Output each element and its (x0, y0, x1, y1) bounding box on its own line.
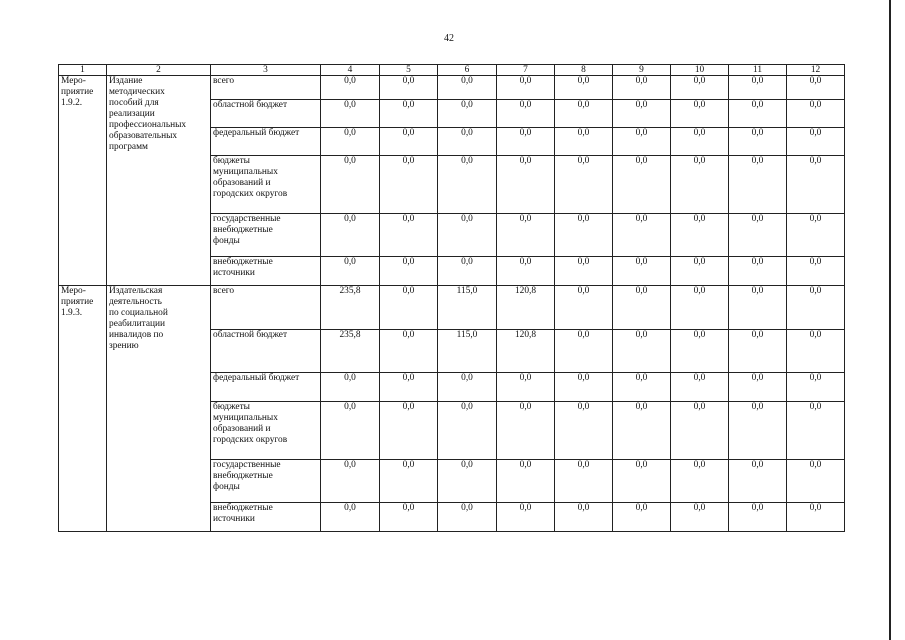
header-cell: 2 (107, 65, 211, 76)
value-cell: 0,0 (380, 286, 438, 330)
value-cell: 0,0 (438, 100, 497, 128)
value-cell: 0,0 (321, 503, 380, 532)
value-cell: 0,0 (613, 373, 671, 402)
value-cell: 0,0 (729, 402, 787, 460)
header-cell: 1 (59, 65, 107, 76)
value-cell: 0,0 (497, 76, 555, 100)
value-cell: 0,0 (671, 100, 729, 128)
funding-source: бюджеты муниципальных образований и городских округов (211, 402, 321, 460)
value-cell: 0,0 (497, 214, 555, 257)
funding-source: государственные внебюджетные фонды (211, 460, 321, 503)
table-row (59, 76, 845, 100)
header-cell: 4 (321, 65, 380, 76)
value-cell: 0,0 (729, 100, 787, 128)
value-cell: 0,0 (787, 214, 845, 257)
value-cell: 0,0 (438, 214, 497, 257)
value-cell: 0,0 (497, 402, 555, 460)
header-cell: 9 (613, 65, 671, 76)
value-cell: 0,0 (497, 257, 555, 286)
value-cell: 0,0 (555, 100, 613, 128)
value-cell: 0,0 (380, 214, 438, 257)
value-cell: 0,0 (321, 373, 380, 402)
value-cell: 0,0 (438, 156, 497, 214)
value-cell: 0,0 (671, 402, 729, 460)
header-cell: 12 (787, 65, 845, 76)
value-cell: 0,0 (787, 257, 845, 286)
table-body (59, 65, 845, 532)
value-cell: 0,0 (555, 128, 613, 156)
value-cell: 0,0 (729, 257, 787, 286)
value-cell: 0,0 (671, 460, 729, 503)
value-cell: 0,0 (321, 402, 380, 460)
page-number: 42 (444, 33, 454, 44)
value-cell: 0,0 (321, 100, 380, 128)
value-cell: 0,0 (438, 373, 497, 402)
value-cell: 0,0 (613, 503, 671, 532)
activity-name: Издательская деятельность по социальной реабилитации инвалидов по зрению (107, 286, 211, 532)
value-cell: 0,0 (729, 330, 787, 373)
activity-name: Издание методических пособий для реализации профессиональных образовательных программ (107, 76, 211, 286)
value-cell: 0,0 (613, 286, 671, 330)
value-cell: 0,0 (613, 76, 671, 100)
value-cell: 0,0 (787, 128, 845, 156)
value-cell: 0,0 (671, 373, 729, 402)
value-cell: 0,0 (321, 257, 380, 286)
activity-code: Меро- приятие 1.9.3. (59, 286, 107, 532)
header-cell: 11 (729, 65, 787, 76)
value-cell: 0,0 (438, 76, 497, 100)
value-cell: 0,0 (613, 128, 671, 156)
value-cell: 0,0 (380, 460, 438, 503)
funding-source: областной бюджет (211, 330, 321, 373)
value-cell: 0,0 (321, 460, 380, 503)
value-cell: 0,0 (613, 330, 671, 373)
value-cell: 0,0 (380, 503, 438, 532)
value-cell: 0,0 (787, 402, 845, 460)
value-cell: 0,0 (671, 214, 729, 257)
funding-source: государственные внебюджетные фонды (211, 214, 321, 257)
header-cell: 10 (671, 65, 729, 76)
value-cell: 0,0 (671, 286, 729, 330)
value-cell: 0,0 (380, 100, 438, 128)
funding-source: федеральный бюджет (211, 128, 321, 156)
value-cell: 0,0 (787, 286, 845, 330)
budget-table (58, 64, 845, 532)
value-cell: 0,0 (497, 128, 555, 156)
value-cell: 0,0 (613, 460, 671, 503)
value-cell: 0,0 (321, 128, 380, 156)
funding-source: внебюджетные источники (211, 257, 321, 286)
value-cell: 0,0 (321, 214, 380, 257)
value-cell: 0,0 (497, 156, 555, 214)
scan-edge-line (889, 0, 891, 640)
value-cell: 0,0 (729, 76, 787, 100)
value-cell: 0,0 (613, 100, 671, 128)
value-cell: 0,0 (729, 286, 787, 330)
header-row (59, 65, 845, 76)
value-cell: 0,0 (729, 128, 787, 156)
funding-source: внебюджетные источники (211, 503, 321, 532)
value-cell: 0,0 (729, 460, 787, 503)
value-cell: 0,0 (787, 460, 845, 503)
value-cell: 0,0 (787, 100, 845, 128)
value-cell: 0,0 (787, 503, 845, 532)
value-cell: 0,0 (380, 373, 438, 402)
value-cell: 0,0 (729, 156, 787, 214)
header-cell: 8 (555, 65, 613, 76)
funding-source: всего (211, 286, 321, 330)
value-cell: 0,0 (497, 460, 555, 503)
value-cell: 0,0 (380, 330, 438, 373)
value-cell: 0,0 (613, 257, 671, 286)
funding-source: федеральный бюджет (211, 373, 321, 402)
value-cell: 0,0 (671, 503, 729, 532)
funding-source: бюджеты муниципальных образований и городских округов (211, 156, 321, 214)
value-cell: 0,0 (555, 214, 613, 257)
value-cell: 0,0 (555, 156, 613, 214)
value-cell: 0,0 (787, 76, 845, 100)
value-cell: 0,0 (613, 156, 671, 214)
value-cell: 0,0 (555, 373, 613, 402)
value-cell: 0,0 (438, 402, 497, 460)
value-cell: 0,0 (555, 286, 613, 330)
table-row (59, 286, 845, 330)
funding-source: областной бюджет (211, 100, 321, 128)
value-cell: 0,0 (671, 156, 729, 214)
value-cell: 115,0 (438, 286, 497, 330)
header-cell: 7 (497, 65, 555, 76)
value-cell: 0,0 (438, 257, 497, 286)
value-cell: 120,8 (497, 330, 555, 373)
value-cell: 0,0 (787, 156, 845, 214)
value-cell: 0,0 (321, 76, 380, 100)
value-cell: 0,0 (787, 330, 845, 373)
value-cell: 0,0 (438, 128, 497, 156)
value-cell: 0,0 (671, 257, 729, 286)
value-cell: 0,0 (555, 402, 613, 460)
value-cell: 0,0 (321, 156, 380, 214)
activity-code: Меро- приятие 1.9.2. (59, 76, 107, 286)
value-cell: 0,0 (671, 76, 729, 100)
header-cell: 6 (438, 65, 497, 76)
value-cell: 0,0 (497, 503, 555, 532)
value-cell: 0,0 (380, 257, 438, 286)
value-cell: 0,0 (729, 373, 787, 402)
value-cell: 0,0 (729, 214, 787, 257)
value-cell: 0,0 (380, 128, 438, 156)
value-cell: 0,0 (380, 156, 438, 214)
funding-source: всего (211, 76, 321, 100)
value-cell: 0,0 (671, 330, 729, 373)
value-cell: 235,8 (321, 330, 380, 373)
header-cell: 3 (211, 65, 321, 76)
value-cell: 0,0 (787, 373, 845, 402)
value-cell: 235,8 (321, 286, 380, 330)
value-cell: 120,8 (497, 286, 555, 330)
value-cell: 0,0 (555, 76, 613, 100)
header-cell: 5 (380, 65, 438, 76)
value-cell: 0,0 (555, 503, 613, 532)
value-cell: 0,0 (497, 100, 555, 128)
value-cell: 0,0 (438, 460, 497, 503)
value-cell: 0,0 (555, 257, 613, 286)
value-cell: 0,0 (613, 402, 671, 460)
value-cell: 0,0 (380, 76, 438, 100)
value-cell: 0,0 (613, 214, 671, 257)
value-cell: 115,0 (438, 330, 497, 373)
value-cell: 0,0 (438, 503, 497, 532)
value-cell: 0,0 (380, 402, 438, 460)
value-cell: 0,0 (555, 460, 613, 503)
value-cell: 0,0 (729, 503, 787, 532)
value-cell: 0,0 (555, 330, 613, 373)
value-cell: 0,0 (671, 128, 729, 156)
value-cell: 0,0 (497, 373, 555, 402)
